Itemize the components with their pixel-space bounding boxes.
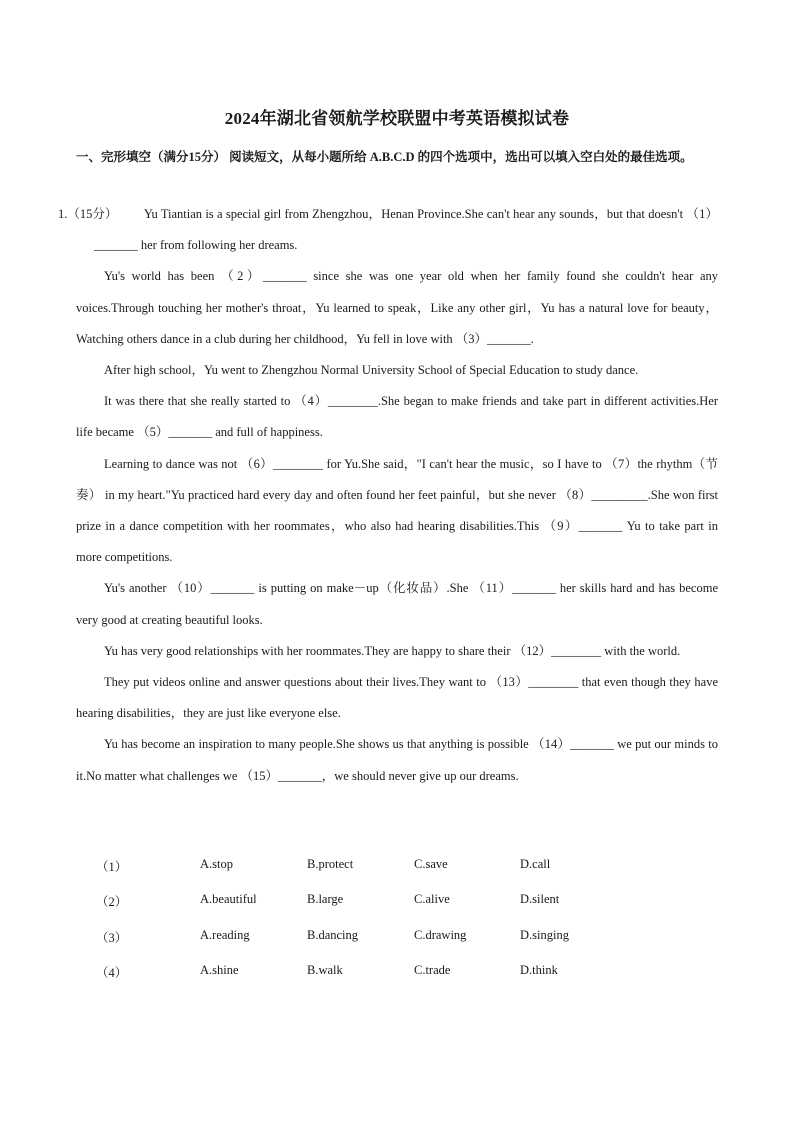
passage: [58, 199, 719, 792]
option-d: D.call: [520, 857, 551, 871]
page-title: 2024年湖北省领航学校联盟中考英语模拟试卷: [224, 109, 570, 128]
question-number: 1.（15分）: [58, 207, 118, 221]
option-b: B.walk: [307, 962, 343, 977]
option-d: D.singing: [520, 927, 569, 942]
passage-paragraph-3: After high school，Yu went to Zhengzhou Normal University School of Special Education to study dance.: [104, 363, 639, 378]
option-c: C.drawing: [414, 927, 467, 942]
option-number: （4）: [96, 965, 128, 980]
option-b: B.dancing: [307, 927, 359, 942]
passage-paragraph-6: Yu's another （10）_______ is putting on make－up（化妆品）.She （11）_______ her skills hard and has become very good at creating beautiful looks.: [76, 581, 718, 627]
option-a: A.stop: [200, 857, 233, 871]
option-c: C.trade: [414, 962, 451, 977]
option-b: B.protect: [307, 857, 354, 871]
option-number: （2）: [96, 895, 128, 910]
option-a: A.reading: [200, 927, 250, 942]
passage-paragraph-1: [58, 199, 719, 261]
passage-paragraph-4: It was there that she really started to （4）________.She began to make friends and take part in different activities.Her life became （5）_______ and full of happiness.: [76, 394, 718, 440]
option-b: B.large: [307, 892, 344, 907]
passage-paragraph-2: Yu's world has been （2）_______ since she was one year old when her family found she couldn't hear any voices.Through touching her mother's throat，Yu learned to speak，Like any other girl，Yu has a natural love for beauty，Watching others dance in a club during her childhood，Yu fell in love with （3）_______.: [76, 269, 718, 346]
passage-paragraph-5: Learning to dance was not （6）________ for Yu.She said，"I can't hear the music，so I have to （7）the rhythm（节奏） in my heart."Yu practiced hard every day and often found her feet painful，but she never （8）_________.She won first prize in a dance competition with her roommates，who also had hearing disabilities.This （9）_______ Yu to take part in more competitions.: [76, 456, 718, 565]
passage-paragraph-9: Yu has become an inspiration to many people.She shows us that anything is possible （14）_______ we put our minds to it.No matter what challenges we （15）_______，we should never give up our dreams.: [76, 737, 718, 783]
passage-paragraph-8: They put videos online and answer questions about their lives.They want to （13）________ that even though they have hearing disabilities，they are just like everyone else.: [76, 675, 718, 721]
option-d: D.silent: [520, 892, 560, 907]
option-d: D.think: [520, 962, 558, 977]
option-c: C.alive: [414, 892, 450, 907]
option-number: （3）: [96, 930, 128, 945]
passage-paragraph-7: Yu has very good relationships with her roommates.They are happy to share their （12）________ with the world.: [104, 643, 681, 658]
option-a: A.shine: [200, 962, 239, 977]
option-number: （1）: [96, 860, 128, 874]
section-heading: 一、完形填空（满分15分） 阅读短文，从每小题所给 A.B.C.D 的四个选项中，选出可以填入空白处的最佳选项。: [76, 150, 693, 164]
option-a: A.beautiful: [200, 892, 257, 907]
paragraph-text: Yu Tiantian is a special girl from Zhengzhou，Henan Province.She can't hear any sounds，but that doesn't （1）_______ her from following her dreams.: [94, 207, 719, 253]
option-c: C.save: [414, 857, 448, 871]
